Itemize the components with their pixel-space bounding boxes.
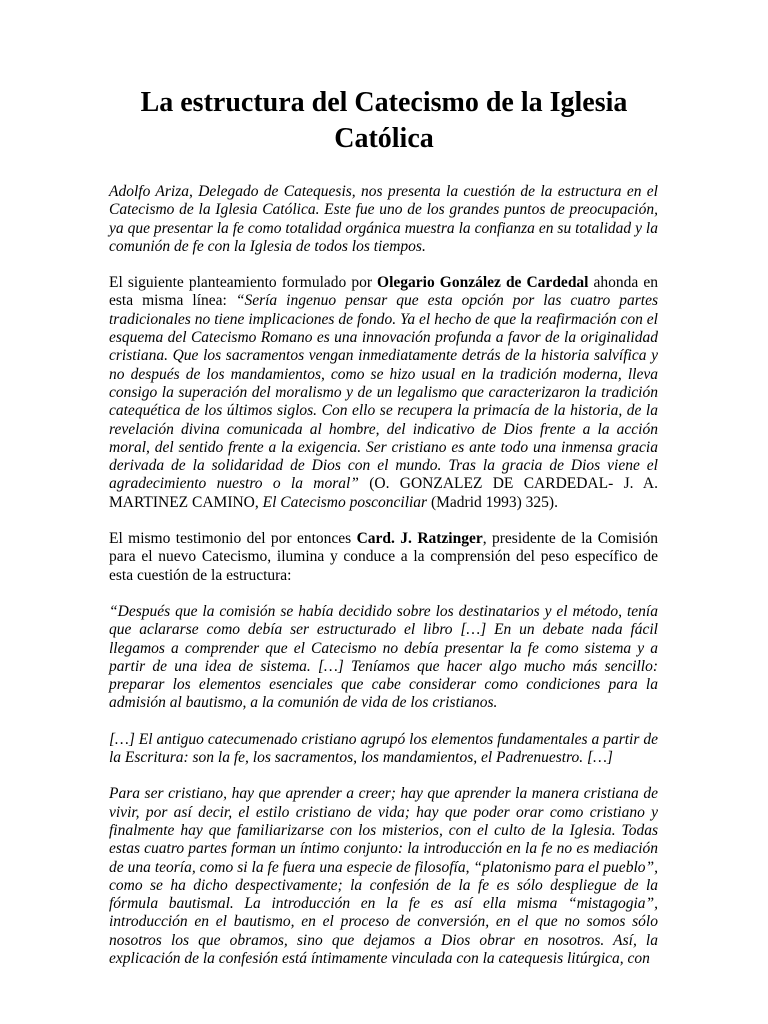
ratzinger-quote-1 — [109, 603, 658, 713]
citation-title: El Catecismo posconciliar — [262, 493, 428, 511]
citation-lead: (O. GONZALEZ DE CARDEDAL- J. A. MARTINEZ CAMINO, — [109, 475, 658, 511]
ratzinger-lead: El mismo testimonio del por entonces — [109, 530, 357, 548]
intro-text: Adolfo Ariza, Delegado de Catequesis, nos presenta la cuestión de la estructura en el Catecismo de la Iglesia Católica. Este fue uno de los grandes puntos de preocupación, ya que presentar la fe como totalidad orgánica muestra la confianza en su totalidad y la comunión de fe con la Iglesia de todos los tiempos. — [109, 183, 658, 255]
ratzinger-quote-3 — [109, 785, 658, 968]
ratzinger-paragraph — [109, 530, 658, 585]
cardedal-after-author: ahonda en esta misma línea: — [109, 274, 658, 310]
cardedal-author: Olegario González de Cardedal — [377, 274, 589, 292]
quote-2-text: […] El antiguo catecumenado cristiano agrupó los elementos fundamentales a partir de la Escritura: son la fe, los sacramentos, los mandamientos, el Padrenuestro. […] — [109, 730, 658, 767]
document-body — [109, 183, 658, 968]
ratzinger-author: Card. J. Ratzinger — [356, 530, 483, 548]
ratzinger-rest: , presidente de la Comisión para el nuevo Catecismo, ilumina y conduce a la comprensión del peso específico de esta cuestión de la estructura: — [109, 530, 658, 584]
cardedal-quote: “Sería ingenuo pensar que esta opción por las cuatro partes tradicionales no tiene implicaciones de fondo. Ya el hecho de que la reafirmación con el esquema del Catecismo Romano es una innovación profunda a favor de la originalidad cristiana. Que los sacramentos vengan inmediatamente detrás de la historia salvífica y no después de los mandamientos, como se hizo usual en la tradición moderna, lleva consigo la superación del moralismo y de un legalismo que caracterizaron la tradición catequética de los últimos siglos. Con ello se recupera la primacía de la historia, de la revelación divina comunicada al hombre, del indicativo de Dios frente a la acción moral, del sentido frente a la exigencia. Ser cristiano es ante todo una inmensa gracia derivada de la solidaridad de Dios con el mundo. Tras la gracia de Dios viene el agradecimiento nuestro o la moral” — [109, 292, 658, 493]
quote-1-text: “Después que la comisión se había decidido sobre los destinatarios y el método, tenía que aclararse como debía ser estructurado el libro […] En un debate nada fácil llegamos a comprender que el Catecismo no debía presentar la fe como sistema y a partir de una idea de sistema. […] Teníamos que hacer algo mucho más sencillo: preparar los elementos esenciales que cabe considerar como condiciones para la admisión al bautismo, a la comunión de vida de los cristianos. — [109, 602, 658, 712]
intro-paragraph — [109, 183, 658, 256]
citation-end: (Madrid 1993) 325). — [427, 493, 558, 511]
document-title: La estructura del Catecismo de la Iglesia Católica — [140, 87, 628, 154]
ratzinger-quote-2 — [109, 731, 658, 768]
quote-3-text: Para ser cristiano, hay que aprender a creer; hay que aprender la manera cristiana de vivir, por así decir, el estilo cristiano de vida; hay que poder orar como cristiano y finalmente hay que familiarizarse con los misterios, con el culto de la Iglesia. Todas estas cuatro partes forman un íntimo conjunto: la introducción en la fe no es mediación de una teoría, como si la fe fuera una especie de filosofía, “platonismo para el pueblo”, como se ha dicho despectivamente; la confesión de la fe es sólo despliegue de la fórmula bautismal. La introducción en la fe es así ella misma “mistagogia”, introducción en el bautismo, en el proceso de conversión, en el que no somos sólo nosotros los que obramos, sino que dejamos a Dios obrar en nosotros. Así, la explicación de la confesión está íntimamente vinculada con la catequesis litúrgica, con — [109, 785, 658, 967]
cardedal-lead: El siguiente planteamiento formulado por — [109, 274, 378, 292]
cardedal-paragraph — [109, 274, 658, 512]
